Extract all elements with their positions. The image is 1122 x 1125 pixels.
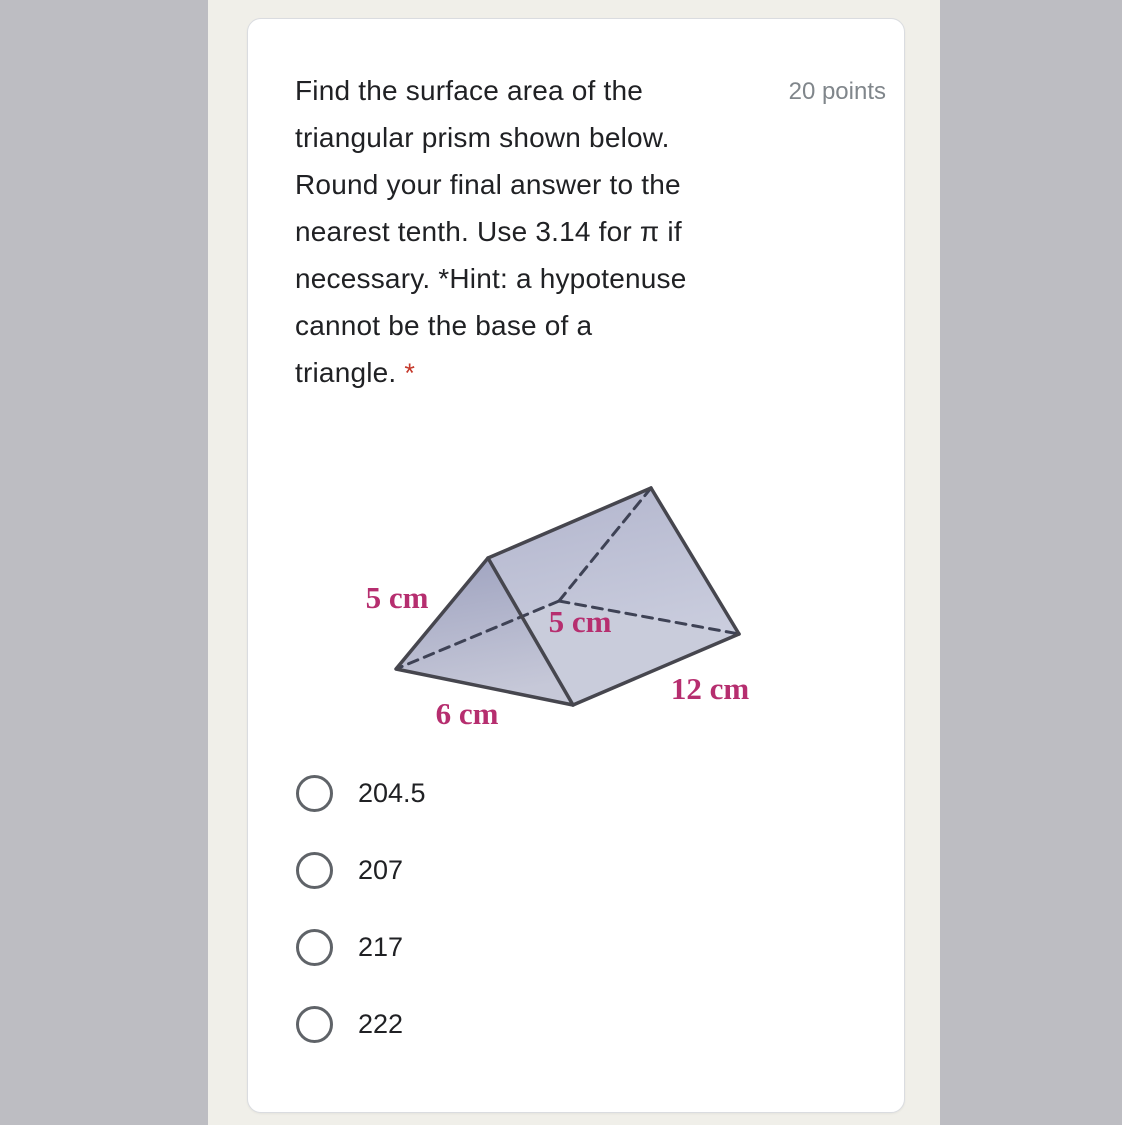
required-asterisk: * [404,358,416,388]
option-label[interactable]: 207 [358,855,404,885]
question-line-end: triangle. [295,357,397,388]
triangular-prism-image [351,461,771,746]
radio-button[interactable] [296,852,333,889]
option-label[interactable]: 217 [358,932,404,962]
question-line: Round your final answer to the [295,169,681,200]
question-line: Find the surface area of the [295,75,644,106]
radio-button[interactable] [296,775,333,812]
dimension-label-hidden-base: 5 cm [548,604,612,639]
question-line: nearest tenth. Use 3.14 for π if [295,216,682,247]
radio-button[interactable] [296,929,333,966]
question-card [247,18,905,1113]
radio-button[interactable] [296,1006,333,1043]
option-row-222[interactable] [296,1006,426,1043]
option-row-217[interactable] [296,929,426,966]
option-label[interactable]: 222 [358,1009,404,1039]
question-line: triangular prism shown below. [295,122,670,153]
question-line: necessary. *Hint: a hypotenuse [295,263,687,294]
dimension-label-left-slant: 5 cm [365,580,429,615]
answer-options [296,775,426,1083]
dimension-label-length: 12 cm [670,671,750,706]
question-line [295,349,686,397]
question-line: cannot be the base of a [295,310,593,341]
question-text [295,67,686,397]
dimension-label-front-base: 6 cm [435,696,499,731]
points-badge: 20 points [788,78,886,105]
option-row-207[interactable] [296,852,426,889]
option-label[interactable]: 204.5 [358,778,426,808]
option-row-204.5[interactable] [296,775,426,812]
